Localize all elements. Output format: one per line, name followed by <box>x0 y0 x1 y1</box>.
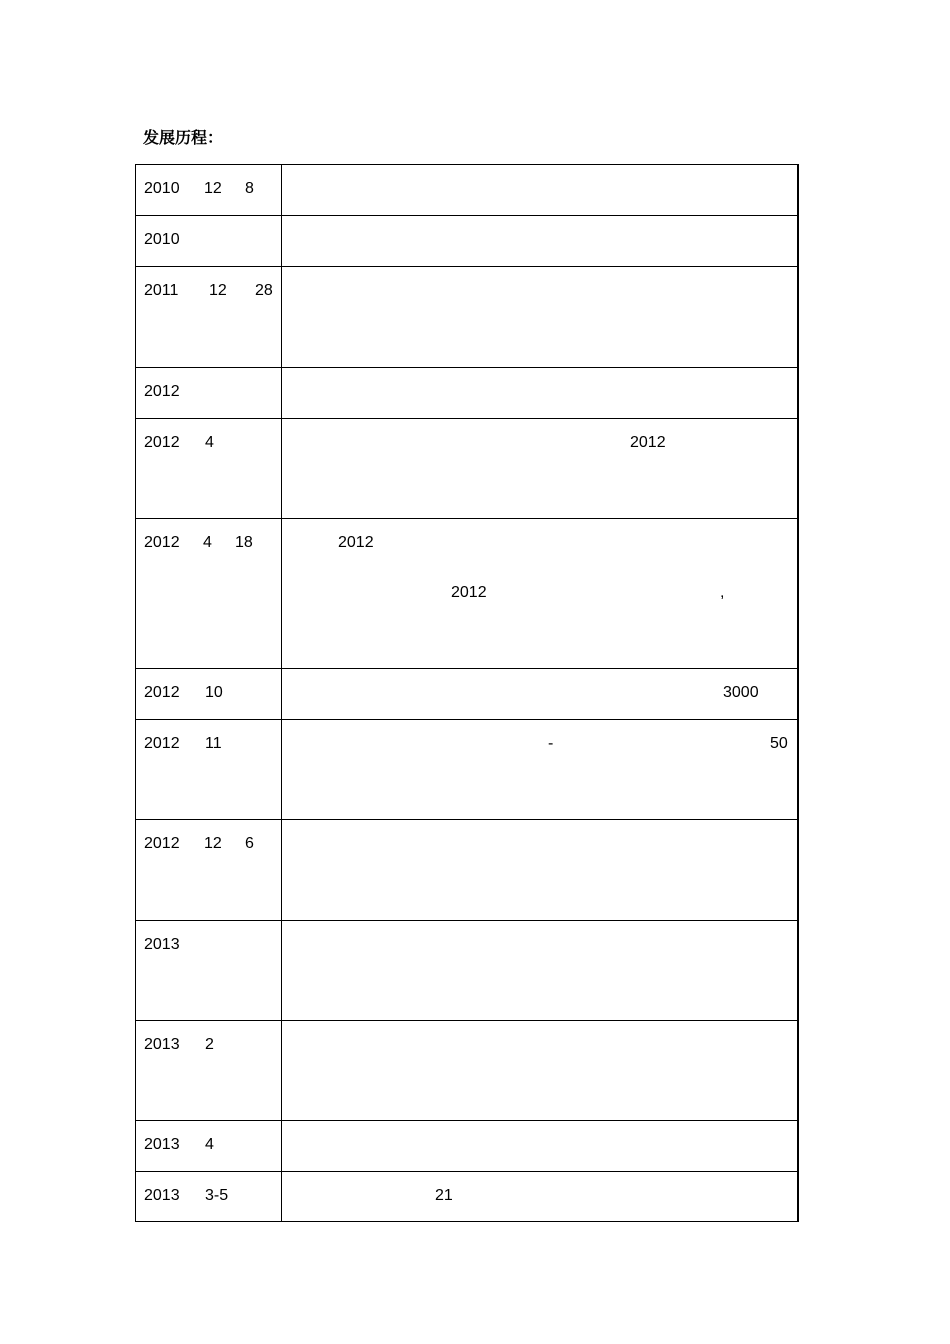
column-divider <box>281 216 282 266</box>
column-divider <box>281 1021 282 1120</box>
date-day: 8 <box>245 180 254 197</box>
table-row <box>135 1120 799 1171</box>
date-day: 18 <box>235 534 253 551</box>
date-year: 2012 <box>144 684 180 701</box>
table-row <box>135 367 799 418</box>
date-month: 4 <box>205 1136 214 1153</box>
content-text: , <box>720 584 725 601</box>
date-year: 2013 <box>144 1187 180 1204</box>
date-year: 2013 <box>144 1136 180 1153</box>
content-text: 2012 <box>630 434 666 451</box>
table-row <box>135 418 799 518</box>
date-year: 2012 <box>144 383 180 400</box>
content-text: 21 <box>435 1187 453 1204</box>
date-year: 2012 <box>144 534 180 551</box>
date-month: 2 <box>205 1036 214 1053</box>
table-row <box>135 920 799 1020</box>
date-month: 10 <box>205 684 223 701</box>
date-month: 11 <box>205 735 222 752</box>
date-day: 6 <box>245 835 254 852</box>
table-row <box>135 518 799 668</box>
table-row <box>135 1020 799 1120</box>
date-year: 2012 <box>144 735 180 752</box>
content-text: 3000 <box>723 684 759 701</box>
date-month: 12 <box>204 180 222 197</box>
date-month: 3-5 <box>205 1187 229 1204</box>
table-row <box>135 215 799 266</box>
table-row <box>135 164 799 215</box>
date-year: 2010 <box>144 231 180 248</box>
date-year: 2010 <box>144 180 180 197</box>
date-month: 12 <box>209 282 227 299</box>
column-divider <box>281 1172 282 1221</box>
content-text: 2012 <box>451 584 487 601</box>
column-divider <box>281 267 282 367</box>
column-divider <box>281 669 282 719</box>
date-month: 12 <box>204 835 222 852</box>
table-row <box>135 266 799 367</box>
page-title: 发展历程： <box>143 128 224 147</box>
column-divider <box>281 820 282 920</box>
content-text: 2012 <box>338 534 374 551</box>
table-row <box>135 668 799 719</box>
table-row <box>135 1171 799 1222</box>
table-row <box>135 819 799 920</box>
column-divider <box>281 165 282 215</box>
table-row <box>135 719 799 819</box>
content-text: 50 <box>770 735 788 752</box>
column-divider <box>281 419 282 518</box>
column-divider <box>281 368 282 418</box>
date-year: 2013 <box>144 1036 180 1053</box>
timeline-table <box>135 164 799 1222</box>
date-year: 2012 <box>144 835 180 852</box>
date-day: 28 <box>255 282 273 299</box>
date-year: 2012 <box>144 434 180 451</box>
content-text: - <box>548 735 554 752</box>
date-year: 2013 <box>144 936 180 953</box>
column-divider <box>281 1121 282 1171</box>
column-divider <box>281 720 282 819</box>
column-divider <box>281 519 282 668</box>
date-month: 4 <box>203 534 212 551</box>
date-year: 2011 <box>144 282 179 299</box>
column-divider <box>281 921 282 1020</box>
date-month: 4 <box>205 434 214 451</box>
